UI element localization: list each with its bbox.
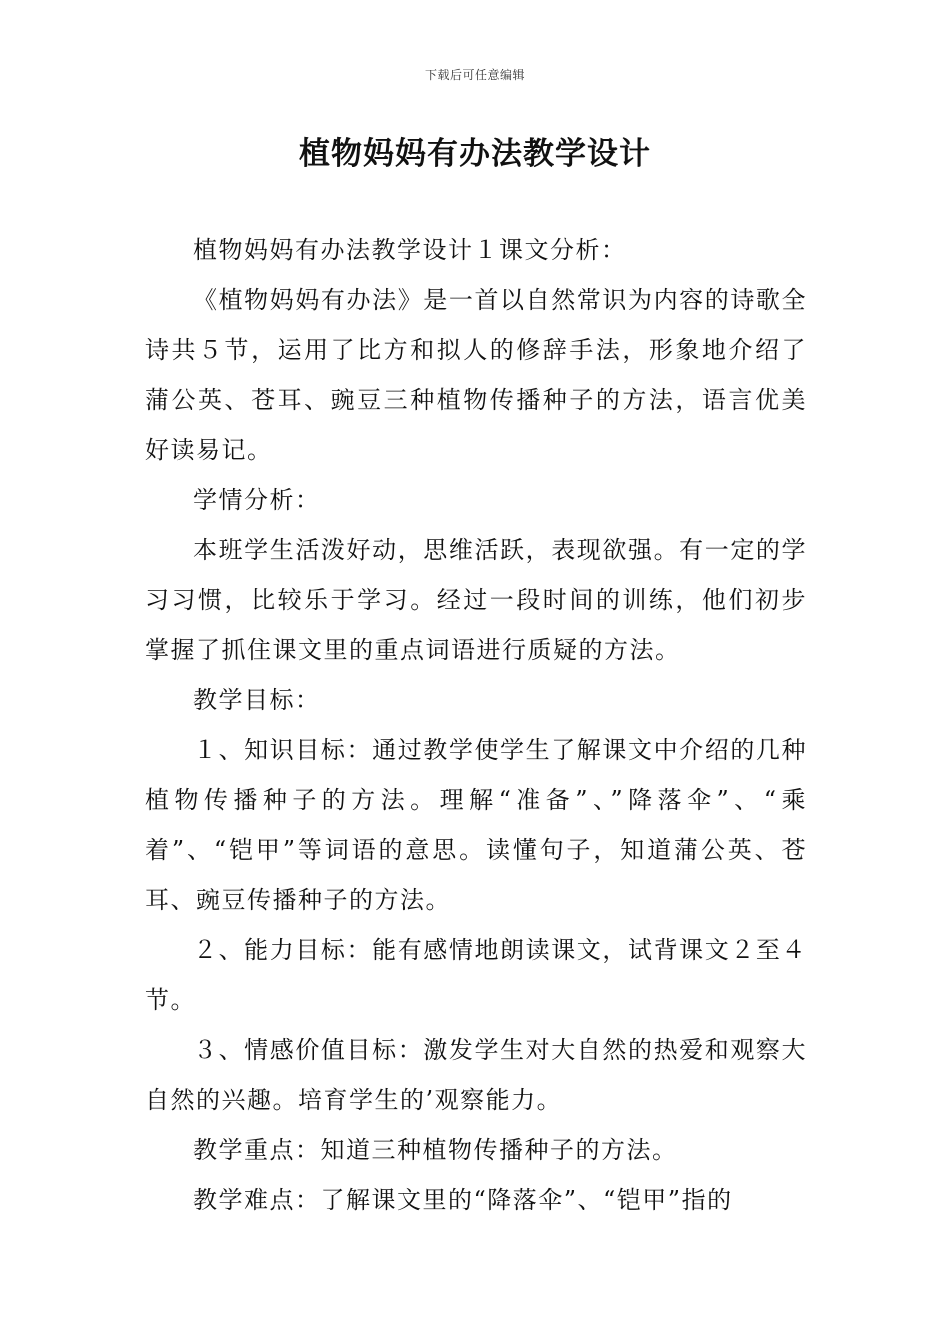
paragraph-goal-knowledge: １、知识目标：通过教学使学生了解课文中介绍的几种植物传播种子的方法。理解“准备”、”降落伞”、“乘着”、“铠甲”等词语的意思。读懂句子，知道蒲公英、苍耳、豌豆传播种子的方法。 bbox=[145, 736, 807, 914]
paragraph-key-point: 教学重点：知道三种植物传播种子的方法。 bbox=[193, 1136, 678, 1164]
paragraph-goal-ability: ２、能力目标：能有感情地朗读课文，试背课文２至４节。 bbox=[145, 936, 807, 1014]
header-note: 下载后可任意编辑 bbox=[424, 68, 525, 82]
document-title: 植物妈妈有办法教学设计 bbox=[299, 136, 651, 172]
document-body bbox=[145, 225, 807, 1225]
paragraph-difficult-point: 教学难点：了解课文里的“降落伞”、“铠甲”指的 bbox=[193, 1186, 733, 1214]
paragraph-learner-analysis: 本班学生活泼好动，思维活跃，表现欲强。有一定的学习习惯，比较乐于学习。经过一段时间的训练，他们初步掌握了抓住课文里的重点词语进行质疑的方法。 bbox=[145, 536, 807, 664]
paragraph-goals-heading: 教学目标： bbox=[193, 686, 321, 714]
paragraph-course-intro: 《植物妈妈有办法》是一首以自然常识为内容的诗歌全诗共５节，运用了比方和拟人的修辞手法，形象地介绍了蒲公英、苍耳、豌豆三种植物传播种子的方法，语言优美好读易记。 bbox=[145, 286, 807, 464]
paragraph-course-analysis: 植物妈妈有办法教学设计１课文分析： bbox=[193, 236, 627, 264]
paragraph-learner-heading: 学情分析： bbox=[193, 486, 321, 514]
paragraph-goal-emotion: ３、情感价值目标：激发学生对大自然的热爱和观察大自然的兴趣。培育学生的’观察能力。 bbox=[145, 1036, 807, 1114]
